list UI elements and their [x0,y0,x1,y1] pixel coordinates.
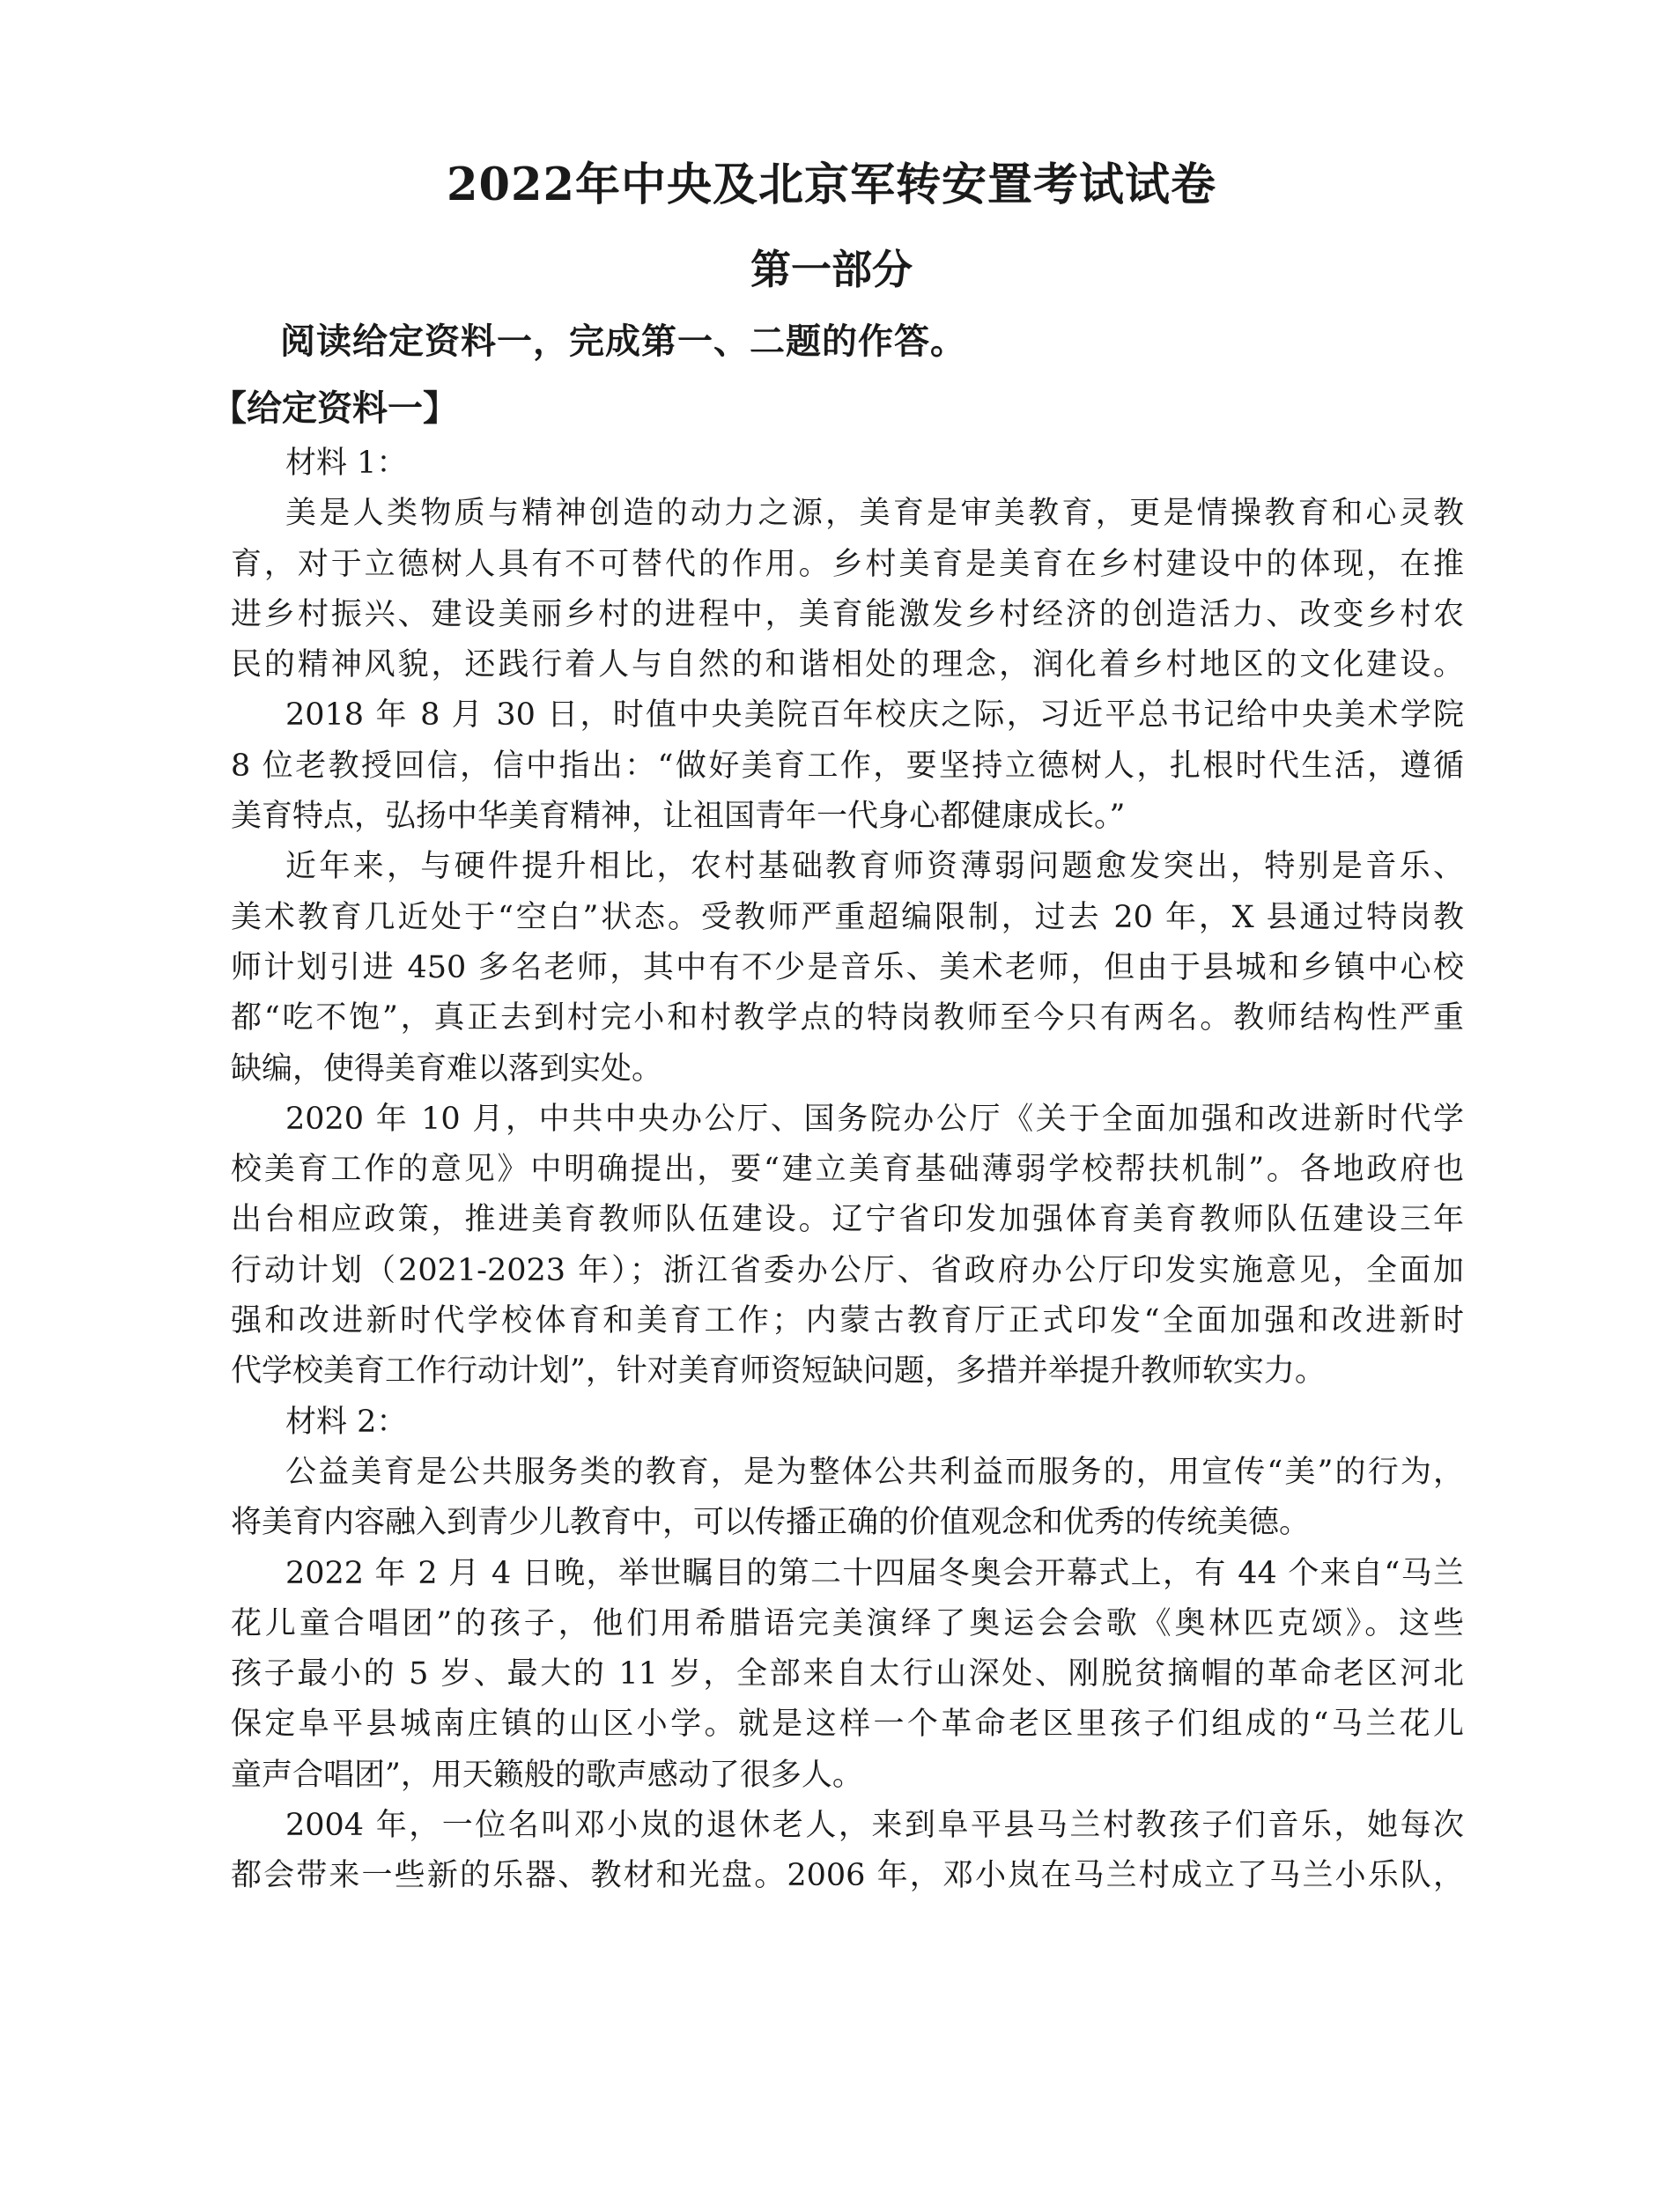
text-line: 代学校美育工作行动计划”，针对美育师资短缺问题，多措并举提升教师软实力。 [231,1353,1326,1390]
text-line: 美育特点，弘扬中华美育精神，让祖国青年一代身心都健康成长。” [231,799,1126,835]
document-title: 2022年中央及北京军转安置考试试卷 [447,159,1216,211]
part-heading: 第一部分 [750,246,913,293]
text-line: 2020 年 10 月，中共中央办公厅、国务院办公厅《关于全面加强和改进新时代学 [285,1101,1464,1137]
text-line: 强和改进新时代学校体育和美育工作；内蒙古教育厅正式印发“全面加强和改进新时 [231,1303,1464,1339]
text-line: 将美育内容融入到青少儿教育中，可以传播正确的价值观念和优秀的传统美德。 [231,1505,1311,1541]
section-heading: 【给定资料一】 [211,387,458,429]
text-line: 民的精神风貌，还践行着人与自然的和谐相处的理念，润化着乡村地区的文化建设。 [231,647,1464,683]
text-line: 都会带来一些新的乐器、教材和光盘。2006 年，邓小岚在马兰村成立了马兰小乐队， [231,1858,1464,1894]
text-line: 校美育工作的意见》中明确提出，要“建立美育基础薄弱学校帮扶机制”。各地政府也 [231,1152,1464,1188]
text-line: 出台相应政策，推进美育教师队伍建设。辽宁省印发加强体育美育教师队伍建设三年 [231,1202,1464,1238]
text-line: 2004 年，一位名叫邓小岚的退休老人，来到阜平县马兰村教孩子们音乐，她每次 [285,1808,1464,1844]
text-line: 进乡村振兴、建设美丽乡村的进程中，美育能激发乡村经济的创造活力、改变乡村农 [231,596,1464,632]
text-line: 都“吃不饱”，真正去到村完小和村教学点的特岗教师至今只有两名。教师结构性严重 [231,1000,1464,1036]
material-label: 材料 1： [285,446,408,481]
document-body [231,439,1464,1902]
text-line: 2022 年 2 月 4 日晚，举世瞩目的第二十四届冬奥会开幕式上，有 44 个来自“马兰 [285,1555,1464,1591]
text-line: 2018 年 8 月 30 日，时值中央美院百年校庆之际，习近平总书记给中央美术学院 [285,697,1464,734]
text-line: 育，对于立德树人具有不可替代的作用。乡村美育是美育在乡村建设中的体现，在推 [231,546,1464,582]
text-line: 孩子最小的 5 岁、最大的 11 岁，全部来自太行山深处、刚脱贫摘帽的革命老区河北 [231,1656,1464,1692]
text-line: 近年来，与硬件提升相比，农村基础教育师资薄弱问题愈发突出，特别是音乐、 [285,849,1464,885]
text-line: 缺编，使得美育难以落到实处。 [231,1051,663,1087]
text-line: 童声合唱团”，用天籁般的歌声感动了很多人。 [231,1757,863,1793]
instruction-text: 阅读给定资料一，完成第一、二题的作答。 [280,321,966,362]
text-line: 花儿童合唱团”的孩子，他们用希腊语完美演绎了奥运会会歌《奥林匹克颂》。这些 [231,1605,1464,1641]
text-line: 行动计划（2021-2023 年）；浙江省委办公厅、省政府办公厅印发实施意见，全面加 [231,1252,1464,1288]
text-line: 美是人类物质与精神创造的动力之源，美育是审美教育，更是情操教育和心灵教 [285,496,1464,532]
text-line: 美术教育几近处于“空白”状态。受教师严重超编限制，过去 20 年，X 县通过特岗教 [231,899,1464,935]
text-line: 师计划引进 450 多名老师，其中有不少是音乐、美术老师，但由于县城和乡镇中心校 [231,949,1464,985]
text-line: 公益美育是公共服务类的教育，是为整体公共利益而服务的，用宣传“美”的行为， [285,1454,1464,1490]
text-line: 保定阜平县城南庄镇的山区小学。就是这样一个革命老区里孩子们组成的“马兰花儿 [231,1707,1464,1743]
text-line: 8 位老教授回信，信中指出：“做好美育工作，要坚持立德树人，扎根时代生活，遵循 [231,748,1464,784]
material-label: 材料 2： [285,1404,408,1440]
